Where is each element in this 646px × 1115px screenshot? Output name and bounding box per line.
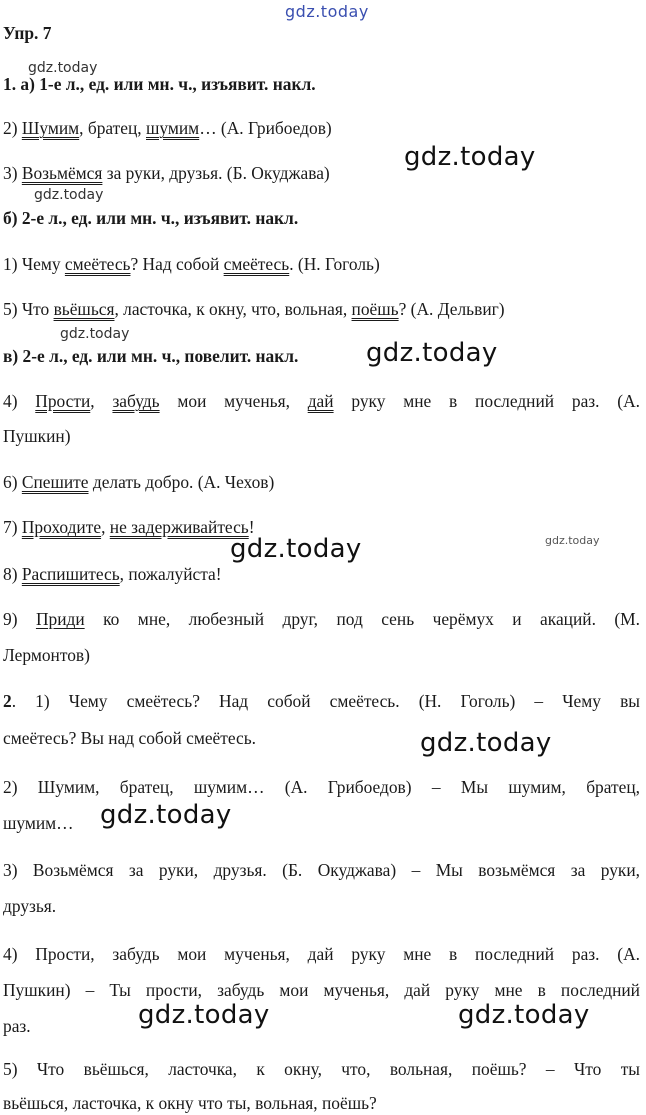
text: ? Над собой [130, 254, 224, 274]
text: ? (А. Дельвиг) [398, 299, 505, 319]
watermark: gdz.today [138, 1000, 270, 1030]
text: 5) Что [3, 299, 54, 319]
underlined-verb: вьёшься [53, 299, 115, 319]
text: ко мне, любезный друг, под сень черёмух и акаций. (М. [84, 609, 640, 629]
task1-b1 [3, 253, 640, 275]
task1-c9 [3, 608, 640, 630]
task1-a2 [3, 117, 640, 139]
underlined-verb: Приди [35, 609, 85, 629]
underlined-verb: шумим [146, 118, 200, 138]
item-number: 2) [3, 118, 22, 138]
task2-l2a: 2) Шумим, братец, шумим… (А. Грибоедов) – Мы шумим, братец, [3, 777, 640, 797]
item-number: 3) [3, 163, 22, 183]
watermark: gdz.today [230, 534, 362, 564]
task1-c6 [3, 471, 640, 493]
item-number: 6) [3, 472, 22, 492]
text: , братец, [79, 118, 146, 138]
watermark: gdz.today [545, 534, 600, 547]
task2-l2b: шумим… [3, 813, 74, 833]
text: 1) Чему [3, 254, 65, 274]
task2-l1a [3, 690, 640, 712]
task1-c4 [3, 390, 640, 412]
underlined-verb: смеётесь [223, 254, 290, 274]
watermark-top: gdz.today [285, 2, 369, 21]
task1-number: 1 [3, 74, 12, 94]
task1-b5 [3, 298, 640, 320]
watermark: gdz.today [100, 800, 232, 830]
task2-l5a: 5) Что вьёшься, ласточка, к окну, что, вольная, поёшь? – Что ты [3, 1059, 640, 1079]
task1-a3 [3, 162, 640, 184]
task1-c-heading: в) 2-е л., ед. или мн. ч., повелит. накл. [3, 346, 299, 366]
item-number: 4) [3, 391, 36, 411]
task2-l4c: раз. [3, 1016, 31, 1036]
text: руку мне в последний раз. (А. [333, 391, 640, 411]
watermark: gdz.today [60, 326, 130, 342]
item-number: 7) [3, 517, 22, 537]
exercise-title: Упр. 7 [3, 23, 52, 43]
task1-a-heading-text: . а) 1-е л., ед. или мн. ч., изъявит. накл. [11, 74, 316, 94]
text: … (А. Грибоедов) [199, 118, 332, 138]
text: , [90, 391, 113, 411]
watermark: gdz.today [34, 187, 104, 203]
watermark: gdz.today [458, 1000, 590, 1030]
text: . (Н. Гоголь) [289, 254, 380, 274]
text: ! [248, 517, 255, 537]
underlined-verb: забудь [112, 391, 160, 411]
text: , ласточка, к окну, что, вольная, [114, 299, 352, 319]
underlined-verb: не задерживайтесь [109, 517, 249, 537]
task2-l3b: друзья. [3, 896, 57, 916]
underlined-verb: Прости [35, 391, 91, 411]
underlined-verb: дай [307, 391, 334, 411]
task2-l4b: Пушкин) – Ты прости, забудь мои мученья, дай руку мне в последний [3, 980, 640, 1000]
text: . 1) Чему смеётесь? Над собой смеётесь. (Н. Гоголь) – Чему вы [11, 691, 640, 711]
underlined-verb: Распишитесь [21, 564, 120, 584]
watermark: gdz.today [28, 60, 98, 76]
task1-c9-cont: Лермонтов) [3, 645, 90, 665]
underlined-verb: Проходите [21, 517, 102, 537]
task1-a-heading [3, 73, 640, 95]
text: за руки, друзья. (Б. Окуджава) [102, 163, 330, 183]
watermark: gdz.today [404, 142, 536, 172]
item-number: 8) [3, 564, 22, 584]
text: , пожалуйста! [119, 564, 222, 584]
underlined-verb: смеётесь [64, 254, 131, 274]
watermark: gdz.today [420, 728, 552, 758]
underlined-verb: Шумим [21, 118, 80, 138]
task1-c8 [3, 563, 640, 585]
task2-l5b: вьёшься, ласточка, к окну что ты, вольная, поёшь? [3, 1093, 377, 1113]
task1-c4-cont: Пушкин) [3, 426, 71, 446]
text: , [101, 517, 110, 537]
underlined-verb: Спешите [21, 472, 89, 492]
task2-l3a: 3) Возьмёмся за руки, друзья. (Б. Окуджава) – Мы возьмёмся за руки, [3, 860, 640, 880]
text: делать добро. (А. Чехов) [88, 472, 275, 492]
item-number: 9) [3, 609, 36, 629]
underlined-verb: поёшь [351, 299, 399, 319]
task1-b-heading: б) 2-е л., ед. или мн. ч., изъявит. накл. [3, 208, 299, 228]
task2-number: 2 [3, 691, 12, 711]
task2-l1b: смеётесь? Вы над собой смеётесь. [3, 728, 257, 748]
task2-l4a: 4) Прости, забудь мои мученья, дай руку мне в последний раз. (А. [3, 944, 640, 964]
text: мои мученья, [159, 391, 308, 411]
underlined-verb: Возьмёмся [21, 163, 103, 183]
watermark: gdz.today [366, 338, 498, 368]
